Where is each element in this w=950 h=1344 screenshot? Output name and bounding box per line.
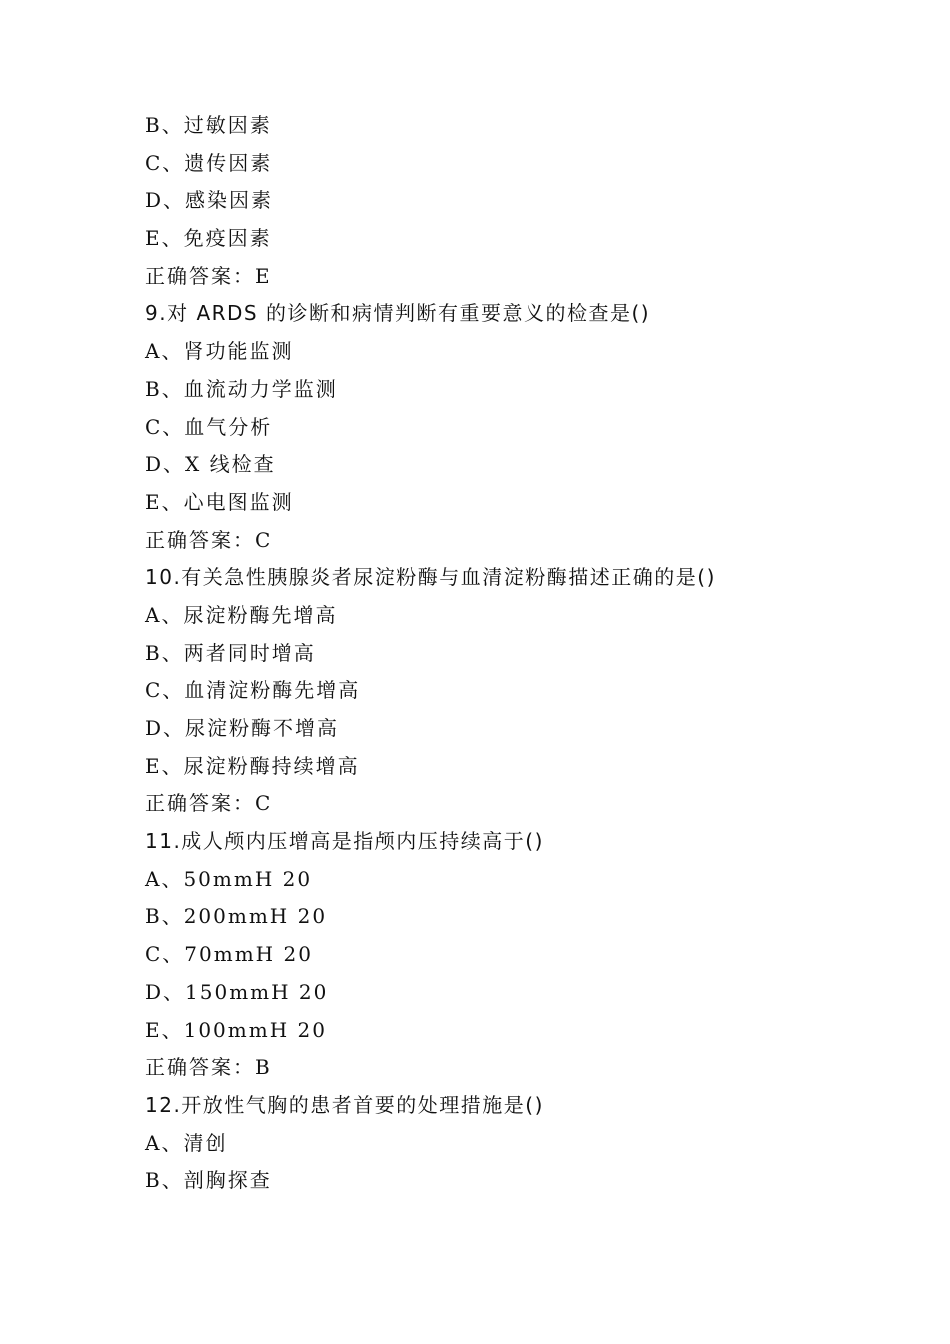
answer-option: E、免疫因素	[145, 226, 272, 251]
answer-option: D、尿淀粉酶不增高	[145, 716, 340, 740]
answer-option: C、血气分析	[145, 414, 273, 439]
correct-answer: 正确答案：B	[145, 1055, 272, 1080]
question-text: 10.有关急性胰腺炎者尿淀粉酶与血清淀粉酶描述正确的是()	[145, 565, 716, 590]
answer-option: B、剖胸探查	[145, 1168, 272, 1193]
answer-option: C、血清淀粉酶先增高	[145, 678, 361, 703]
question-text: 12.开放性气胸的患者首要的处理措施是()	[145, 1092, 544, 1117]
answer-option: B、200mmH 20	[145, 904, 328, 929]
answer-option: D、感染因素	[145, 188, 274, 213]
answer-option: E、100mmH 20	[145, 1017, 327, 1042]
answer-option: A、肾功能监测	[145, 339, 294, 364]
answer-option: A、尿淀粉酶先增高	[145, 602, 338, 627]
correct-answer: 正确答案：C	[145, 791, 273, 816]
answer-option: D、X 线检查	[145, 452, 276, 477]
answer-option: B、血流动力学监测	[145, 376, 338, 401]
answer-option: A、清创	[145, 1130, 228, 1155]
correct-answer: 正确答案：E	[145, 263, 272, 288]
answer-option: A、50mmH 20	[145, 866, 313, 891]
answer-option: B、两者同时增高	[145, 640, 316, 665]
question-text: 9.对 ARDS 的诊断和病情判断有重要意义的检查是()	[145, 301, 651, 326]
answer-option: E、尿淀粉酶持续增高	[145, 753, 360, 778]
answer-option: C、遗传因素	[145, 150, 273, 175]
question-list	[145, 107, 905, 1200]
answer-option: C、70mmH 20	[145, 942, 313, 967]
answer-option: B、过敏因素	[145, 113, 272, 137]
question-text: 11.成人颅内压增高是指颅内压持续高于()	[145, 829, 544, 854]
correct-answer: 正确答案：C	[145, 527, 273, 552]
answer-option: E、心电图监测	[145, 489, 294, 514]
answer-option: D、150mmH 20	[145, 979, 329, 1004]
